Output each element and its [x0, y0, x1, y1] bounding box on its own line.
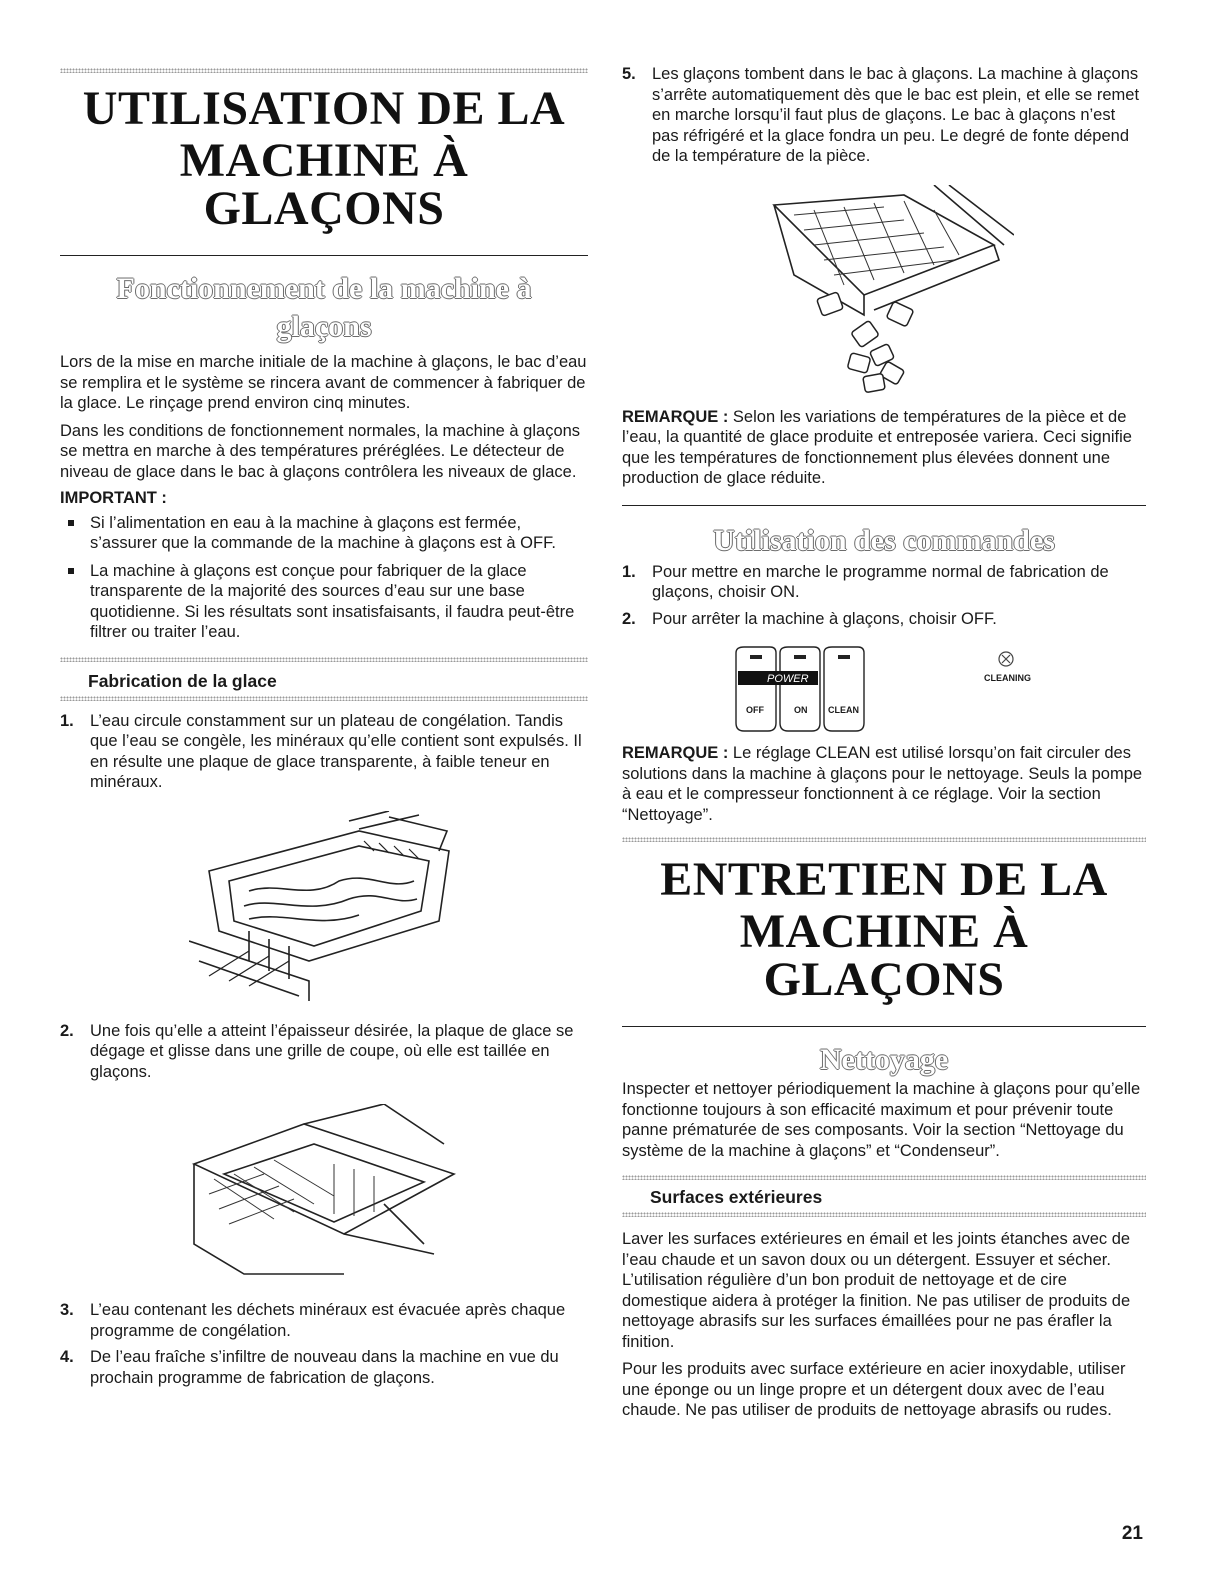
section-title-line2: glaçons [276, 310, 372, 343]
note1-rule [622, 505, 1146, 506]
step-number: 1. [60, 711, 74, 730]
step-number: 5. [622, 65, 636, 83]
list-item [60, 1021, 588, 1083]
off-button[interactable]: OFF [746, 705, 764, 715]
main-title [60, 82, 588, 235]
section-title-nettoyage: Nettoyage [819, 1043, 949, 1076]
controls-list [622, 562, 1146, 630]
section-title-commandes: Utilisation des commandes [713, 523, 1055, 557]
cutter-grid-illustration [184, 1104, 464, 1284]
step-text: Les glaçons tombent dans le bac à glaçons. La machine à glaçons s’arrête automatiquement dès que le bac est plein, et elle se remet en marche lorsqu’il faut plus de glaçons. Le bac à glaçons n’est pas réfrigéré et la glace fondra un peu. Le degré de fonte dépend de la température de la pièce. [652, 65, 1140, 165]
clean-button[interactable]: CLEAN [828, 705, 859, 715]
note2-text: Le réglage CLEAN est utilisé lorsqu’on fait circuler des solutions dans la machine à glaçons pour le nettoyage. Seuls la pompe à eau et le compresseur fonctionnent à ce réglage. Voir la section “Nettoyage”. [622, 744, 1143, 824]
step-number: 3. [60, 1301, 74, 1319]
left-column [60, 0, 588, 1388]
on-button[interactable]: ON [794, 705, 808, 715]
nettoyage-paragraph: Inspecter et nettoyer périodiquement la machine à glaçons pour qu’elle fonctionne toujours à son efficacité maximum et pour prévenir toute panne prématurée de ses composants. Voir la section “Nettoyage du système de la machine à glaçons” et “Condenseur”. [622, 1080, 1141, 1160]
entretien-title-line2: MACHINE À GLAÇONS [739, 905, 1029, 1006]
section-title-line1: Fonctionnement de la machine à [116, 272, 532, 305]
list-item [622, 562, 1146, 603]
entretien-title-line1: ENTRETIEN DE LA [660, 853, 1108, 906]
main-title-line2: MACHINE À GLAÇONS [179, 134, 469, 235]
top-dotted-rule [60, 68, 588, 73]
list-item [622, 64, 1146, 167]
entretien-title [622, 853, 1146, 1006]
note2-paragraph [622, 743, 1146, 825]
inox-paragraph: Pour les produits avec surface extérieure en acier inoxydable, utiliser une éponge ou un linge propre et un détergent doux avec de l’eau chaude. Ne pas utiliser de produits de nettoyage abrasifs ou rudes. [622, 1360, 1126, 1419]
step-number: 2. [60, 1021, 74, 1040]
step-text: L’eau circule constamment sur un plateau de congélation. Tandis que l’eau se congèle, les minéraux qu’elle contient sont expulsés. Il en résulte une plaque de glace transparente, à faible teneur en minéraux. [90, 711, 582, 791]
control-panel-illustration [622, 645, 1146, 737]
step-text: Pour arrêter la machine à glaçons, choisir OFF. [652, 609, 997, 628]
bullet-icon [68, 520, 74, 526]
list-item [60, 513, 588, 554]
step-text: L’eau contenant les déchets minéraux est évacuée après chaque programme de congélation. [90, 1301, 566, 1340]
step-number: 4. [60, 1348, 74, 1366]
cutter-grid-drawing [184, 1104, 464, 1284]
intro-paragraph: Lors de la mise en marche initiale de la machine à glaçons, le bac d’eau se remplira et le système se rincera avant de commencer à fabriquer de la glace. Le rinçage prend environ cinq minutes. [60, 353, 587, 412]
note1-text: Selon les variations de températures de la pièce et de l’eau, la quantité de glace produite et entreposée variera. Ceci signifie que les températures de fonctionnement plus élevées donnent une production de glace réduite. [622, 407, 1132, 487]
surfaces-paragraph: Laver les surfaces extérieures en émail et les joints étanches avec de l’eau chaude et un savon doux ou un détergent. Essuyer et sécher. L’utilisation régulière d’un bon produit de nettoyage et de cire domestique aidera à protéger la finition. Ne pas utiliser de produits de nettoyage abrasifs sur les surfaces émaillées pour ne pas érafler la finition. [622, 1230, 1131, 1351]
step-number: 2. [622, 609, 636, 628]
freezing-plate-illustration [189, 811, 459, 1001]
step-number: 1. [622, 562, 636, 581]
bullet-icon [68, 568, 74, 574]
entretien-title-rule [622, 1026, 1146, 1027]
steps-list-2 [60, 1021, 588, 1083]
step-text: Une fois qu’elle a atteint l’épaisseur désirée, la plaque de glace se dégage et glisse dans une grille de coupe, où elle est taillée en glaçons. [90, 1021, 574, 1081]
main-title-line1: UTILISATION DE LA [82, 82, 566, 135]
note1-paragraph [622, 407, 1146, 489]
list-item [622, 609, 1146, 630]
subhead-dotted-rule-bottom [60, 696, 588, 701]
subhead-fabrication: Fabrication de la glace [88, 670, 277, 691]
list-item [60, 1347, 588, 1388]
control-panel-drawing [732, 645, 1152, 737]
step5-list [622, 64, 1146, 167]
step-text: De l’eau fraîche s’infiltre de nouveau dans la machine en vue du prochain programme de fabrication de glaçons. [90, 1348, 559, 1387]
surfaces-dotted-rule-bottom [622, 1212, 1146, 1217]
subhead-dotted-rule-top [60, 657, 588, 662]
note1-label: REMARQUE : [622, 407, 729, 426]
important-label: IMPORTANT : [60, 489, 167, 507]
bullet-text: Si l’alimentation en eau à la machine à glaçons est fermée, s’assurer que la commande de la machine à glaçons est à OFF. [90, 513, 556, 552]
cleaning-indicator-label: CLEANING [984, 673, 1031, 683]
surfaces-dotted-rule-top [622, 1175, 1146, 1180]
steps-list-1 [60, 711, 588, 793]
steps-list-3 [60, 1300, 588, 1388]
important-list [60, 513, 588, 643]
page-number: 21 [1121, 1523, 1143, 1544]
list-item [60, 711, 588, 793]
list-item [60, 1300, 588, 1341]
power-label: POWER [767, 673, 809, 685]
title-rule [60, 255, 588, 256]
section-title-fonctionnement [60, 270, 588, 346]
entretien-dotted-rule [622, 837, 1146, 842]
list-item [60, 561, 588, 643]
right-column [622, 0, 1146, 1421]
subhead-surfaces: Surfaces extérieures [650, 1187, 823, 1207]
step-text: Pour mettre en marche le programme normal de fabrication de glaçons, choisir ON. [652, 562, 1109, 601]
ice-bin-illustration [754, 185, 1014, 395]
ice-bin-drawing [754, 185, 1014, 395]
freezing-plate-drawing [189, 811, 459, 1001]
note2-label: REMARQUE : [622, 744, 729, 762]
conditions-paragraph: Dans les conditions de fonctionnement normales, la machine à glaçons se mettra en marche à des températures préréglées. Le détecteur de niveau de glace dans le bac à glaçons contrôlera les niveaux de glace. [60, 421, 581, 481]
bullet-text: La machine à glaçons est conçue pour fabriquer de la glace transparente de la majorité des sources d’eau sur une base quotidienne. Si les résultats sont insatisfaisants, il faudra peut-être filtrer ou traiter l’eau. [90, 561, 575, 641]
